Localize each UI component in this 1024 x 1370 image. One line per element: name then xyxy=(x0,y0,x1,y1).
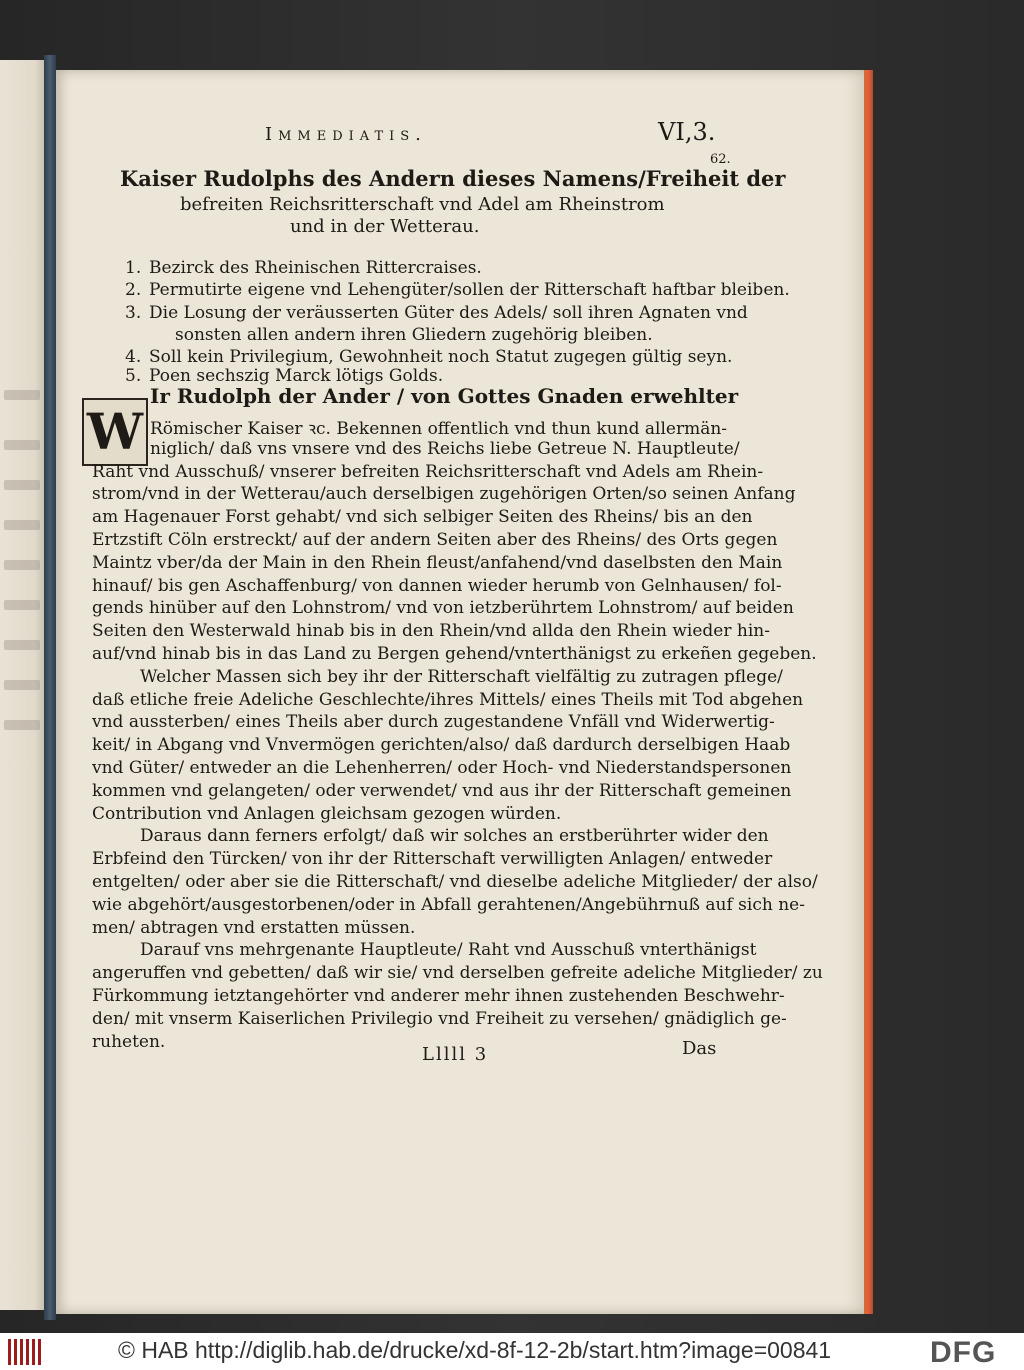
first-line: Ir Rudolph der Ander / von Gottes Gnaden erwehlter xyxy=(150,384,739,408)
summary-text: sonsten allen andern ihren Gliedern zugehörig bleiben. xyxy=(175,325,653,345)
summary-text: Bezirck des Rheinischen Rittercraises. xyxy=(149,258,482,278)
body-line: keit/ in Abgang vnd Vnvermögen gerichten/also/ daß dardurch derselbigen Haab xyxy=(92,735,791,755)
summary-item xyxy=(125,258,482,278)
summary-text: Poen sechszig Marck lötigs Golds. xyxy=(149,366,444,386)
body-line: kommen vnd gelangeten/ oder verwendet/ vnd aus ihr der Ritterschaft gemeinen xyxy=(92,781,792,801)
body-line: Ertzstift Cöln erstreckt/ auf der andern Seiten aber des Rheins/ des Orts gegen xyxy=(92,530,778,550)
body-line: Römischer Kaiser ꝛc. Bekennen offentlich vnd thun kund allermän- xyxy=(150,419,728,439)
title-line-2: befreiten Reichsritterschaft vnd Adel am Rheinstrom xyxy=(180,194,665,215)
body-line: angeruffen vnd gebetten/ daß wir sie/ vnd derselben gefreite adeliche Mitglieder/ zu xyxy=(92,963,823,983)
body-line: Maintz vber/da der Main in den Rhein fleust/anfahend/vnd daselbsten den Main xyxy=(92,553,783,573)
summary-number: 4. xyxy=(125,347,142,367)
folio-number: 62. xyxy=(710,152,731,167)
signature-mark: VI,3. xyxy=(658,118,716,146)
summary-number: 5. xyxy=(125,366,142,386)
summary-text: Die Losung der veräusserten Güter des Adels/ soll ihren Agnaten vnd xyxy=(149,303,748,323)
body-line: vnd Güter/ entweder an die Lehenherren/ oder Hoch- vnd Niederstandspersonen xyxy=(92,758,792,778)
body-line: den/ mit vnserm Kaiserlichen Privilegio vnd Freiheit zu versehen/ gnädiglich ge- xyxy=(92,1009,787,1029)
decorated-initial: W xyxy=(82,398,148,466)
body-line: Daraus dann ferners erfolgt/ daß wir solches an erstberührter wider den xyxy=(140,826,769,846)
hab-logo-icon xyxy=(8,1339,44,1365)
body-line: niglich/ daß vns vnsere vnd des Reichs liebe Getreue N. Hauptleute/ xyxy=(150,439,740,459)
summary-number: 3. xyxy=(125,303,142,323)
title-line-3: und in der Wetterau. xyxy=(290,216,480,237)
page-red-edge xyxy=(864,70,873,1314)
summary-number: 2. xyxy=(125,280,142,300)
body-line: vnd aussterben/ eines Theils aber durch zugestandene Vnfäll vnd Widerwertig- xyxy=(92,712,775,732)
summary-item xyxy=(175,325,653,345)
binding-strip xyxy=(44,55,56,1320)
body-line: Seiten den Westerwald hinab bis in den Rhein/vnd allda den Rhein wieder hin- xyxy=(92,621,770,641)
dfg-logo: DFG xyxy=(930,1336,997,1369)
body-line: am Hagenauer Forst gehabt/ vnd sich selbiger Seiten des Rheins/ bis an den xyxy=(92,507,753,527)
body-line: ruheten. xyxy=(92,1032,166,1052)
summary-item xyxy=(125,347,732,367)
body-line: Welcher Massen sich bey ihr der Ritterschaft vielfältig zu zutragen pflege/ xyxy=(140,667,783,687)
copyright-link[interactable]: © HAB http://diglib.hab.de/drucke/xd-8f-12-2b/start.htm?image=00841 xyxy=(118,1337,832,1363)
title-line-1: Kaiser Rudolphs des Andern dieses Namens/Freiheit der xyxy=(120,166,786,191)
body-line: Darauf vns mehrgenante Hauptleute/ Raht vnd Ausschuß vnterthänigst xyxy=(140,940,757,960)
body-line: entgelten/ oder aber sie die Ritterschaft/ vnd dieselbe adeliche Mitglieder/ der also/ xyxy=(92,872,818,892)
body-line: hinauf/ bis gen Aschaffenburg/ von dannen wieder herumb von Gelnhausen/ fol- xyxy=(92,576,782,596)
signature-catch: Lllll 3 xyxy=(422,1044,489,1065)
running-head: Immediatis. xyxy=(265,124,427,145)
summary-item xyxy=(125,280,790,300)
body-line: auf/vnd hinab bis in das Land zu Bergen gehend/vnterthänigst zu erkeñen gegeben. xyxy=(92,644,817,664)
body-line: men/ abtragen vnd erstatten müssen. xyxy=(92,918,416,938)
summary-number: 1. xyxy=(125,258,142,278)
catchword: Das xyxy=(682,1038,717,1059)
body-line: wie abgehört/ausgestorbenen/oder in Abfall gerahtenen/Angebührnuß auf sich ne- xyxy=(92,895,805,915)
summary-item xyxy=(125,303,748,323)
footer-bar xyxy=(0,1333,1024,1370)
body-line: daß etliche freie Adeliche Geschlechte/ihres Mittels/ eines Theils mit Tod abgehen xyxy=(92,690,804,710)
body-line: Contribution vnd Anlagen gleichsam gezogen würden. xyxy=(92,804,562,824)
summary-text: Permutirte eigene vnd Lehengüter/sollen der Ritterschaft haftbar bleiben. xyxy=(149,280,790,300)
body-line: strom/vnd in der Wetterau/auch derselbigen zugehörigen Orten/so seinen Anfang xyxy=(92,484,796,504)
summary-item xyxy=(125,366,443,386)
left-page-edge xyxy=(0,60,50,1310)
summary-text: Soll kein Privilegium, Gewohnheit noch Statut zugegen gültig seyn. xyxy=(149,347,733,367)
body-line: Fürkommung ietztangehörter vnd anderer mehr ihnen zustehenden Beschwehr- xyxy=(92,986,785,1006)
body-line: Raht vnd Ausschuß/ vnserer befreiten Reichsritterschaft vnd Adels am Rhein- xyxy=(92,462,764,482)
body-line: gends hinüber auf den Lohnstrom/ vnd von ietzberührtem Lohnstrom/ auf beiden xyxy=(92,598,794,618)
body-line: Erbfeind den Türcken/ von ihr der Ritterschaft verwilligten Anlagen/ entweder xyxy=(92,849,773,869)
